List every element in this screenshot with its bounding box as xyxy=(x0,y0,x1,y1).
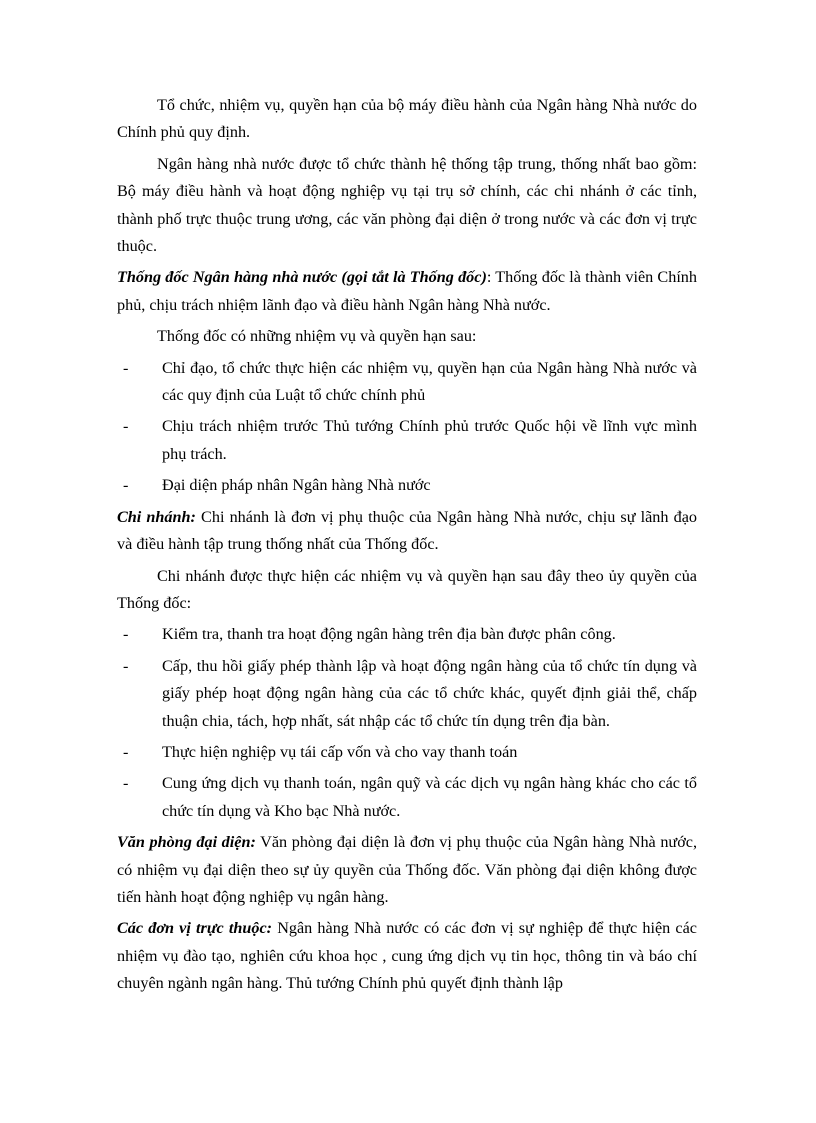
paragraph-system: Ngân hàng nhà nước được tổ chức thành hệ thống tập trung, thống nhất bao gồm: Bộ máy điều hành và hoạt động nghiệp vụ tại trụ sở chính, các chi nhánh ở các tỉnh, thành phố trực thuộc trung ương, các văn phòng đại diện ở trong nước và các đơn vị trực thuộc. xyxy=(117,154,697,256)
list-item: - Đại diện pháp nhân Ngân hàng Nhà nước xyxy=(162,472,697,499)
office-text: Văn phòng đại diện là đơn vị phụ thuộc của Ngân hàng Nhà nước, có nhiệm vụ đại diện theo sự ủy quyền của Thống đốc. Văn phòng đại diện không được tiến hành hoạt động nghiệp vụ ngân hàng. xyxy=(117,833,697,906)
dash-bullet: - xyxy=(123,476,129,495)
paragraph-units xyxy=(117,915,697,997)
dash-bullet: - xyxy=(123,742,129,761)
list-item: - Thực hiện nghiệp vụ tái cấp vốn và cho vay thanh toán xyxy=(162,739,697,766)
branch-heading: Chi nhánh: xyxy=(117,507,196,526)
list-item: - Cấp, thu hồi giấy phép thành lập và hoạt động ngân hàng của tổ chức tín dụng và giấy phép hoạt động ngân hàng của các tổ chức khác, quyết định giải thể, chấp thuận chia, tách, hợp nhất, sát nhập các tổ chức tín dụng trên địa bàn. xyxy=(162,653,697,735)
branch-text: Chi nhánh là đơn vị phụ thuộc của Ngân hàng Nhà nước, chịu sự lãnh đạo và điều hành tập trung thống nhất của Thống đốc. xyxy=(117,507,697,554)
list-item: - Chỉ đạo, tổ chức thực hiện các nhiệm vụ, quyền hạn của Ngân hàng Nhà nước và các quy định của Luật tổ chức chính phủ xyxy=(162,355,697,410)
paragraph-organization: Tổ chức, nhiệm vụ, quyền hạn của bộ máy điều hành của Ngân hàng Nhà nước do Chính phủ quy định. xyxy=(117,96,697,142)
list-item: - Cung ứng dịch vụ thanh toán, ngân quỹ và các dịch vụ ngân hàng khác cho các tổ chức tín dụng và Kho bạc Nhà nước. xyxy=(162,770,697,825)
dash-bullet: - xyxy=(123,774,129,793)
governor-intro: Thống đốc có những nhiệm vụ và quyền hạn sau: xyxy=(157,327,477,346)
paragraph-office xyxy=(117,829,697,911)
paragraph-branch xyxy=(117,504,697,559)
governor-text: : Thống đốc là thành viên Chính phủ, chịu trách nhiệm lãnh đạo và điều hành Ngân hàng Nhà nước. xyxy=(117,268,697,314)
list-item: - Chịu trách nhiệm trước Thủ tướng Chính phủ trước Quốc hội về lĩnh vực mình phụ trách. xyxy=(162,413,697,468)
document-page xyxy=(117,92,697,998)
dash-bullet: - xyxy=(123,656,129,675)
office-heading: Văn phòng đại diện: xyxy=(117,833,256,852)
branch-intro: Chi nhánh được thực hiện các nhiệm vụ và quyền hạn sau đây theo ủy quyền của Thống đốc: xyxy=(117,566,697,612)
units-text: Ngân hàng Nhà nước có các đơn vị sự nghiệp để thực hiện các nhiệm vụ đào tạo, nghiên cứu khoa học , cung ứng dịch vụ tin học, thông tin và báo chí chuyên ngành ngân hàng. Thủ tướng Chính phủ quyết định thành lập xyxy=(117,919,697,993)
list-item: - Kiểm tra, thanh tra hoạt động ngân hàng trên địa bàn được phân công. xyxy=(162,621,697,648)
paragraph-governor xyxy=(117,264,697,319)
branch-duties-list xyxy=(117,621,697,825)
governor-duties-list xyxy=(117,355,697,500)
units-heading: Các đơn vị trực thuộc: xyxy=(117,919,273,938)
dash-bullet: - xyxy=(123,358,129,377)
dash-bullet: - xyxy=(123,625,129,644)
governor-heading: Thống đốc Ngân hàng nhà nước (gọi tắt là Thống đốc) xyxy=(117,268,487,287)
dash-bullet: - xyxy=(123,417,129,436)
